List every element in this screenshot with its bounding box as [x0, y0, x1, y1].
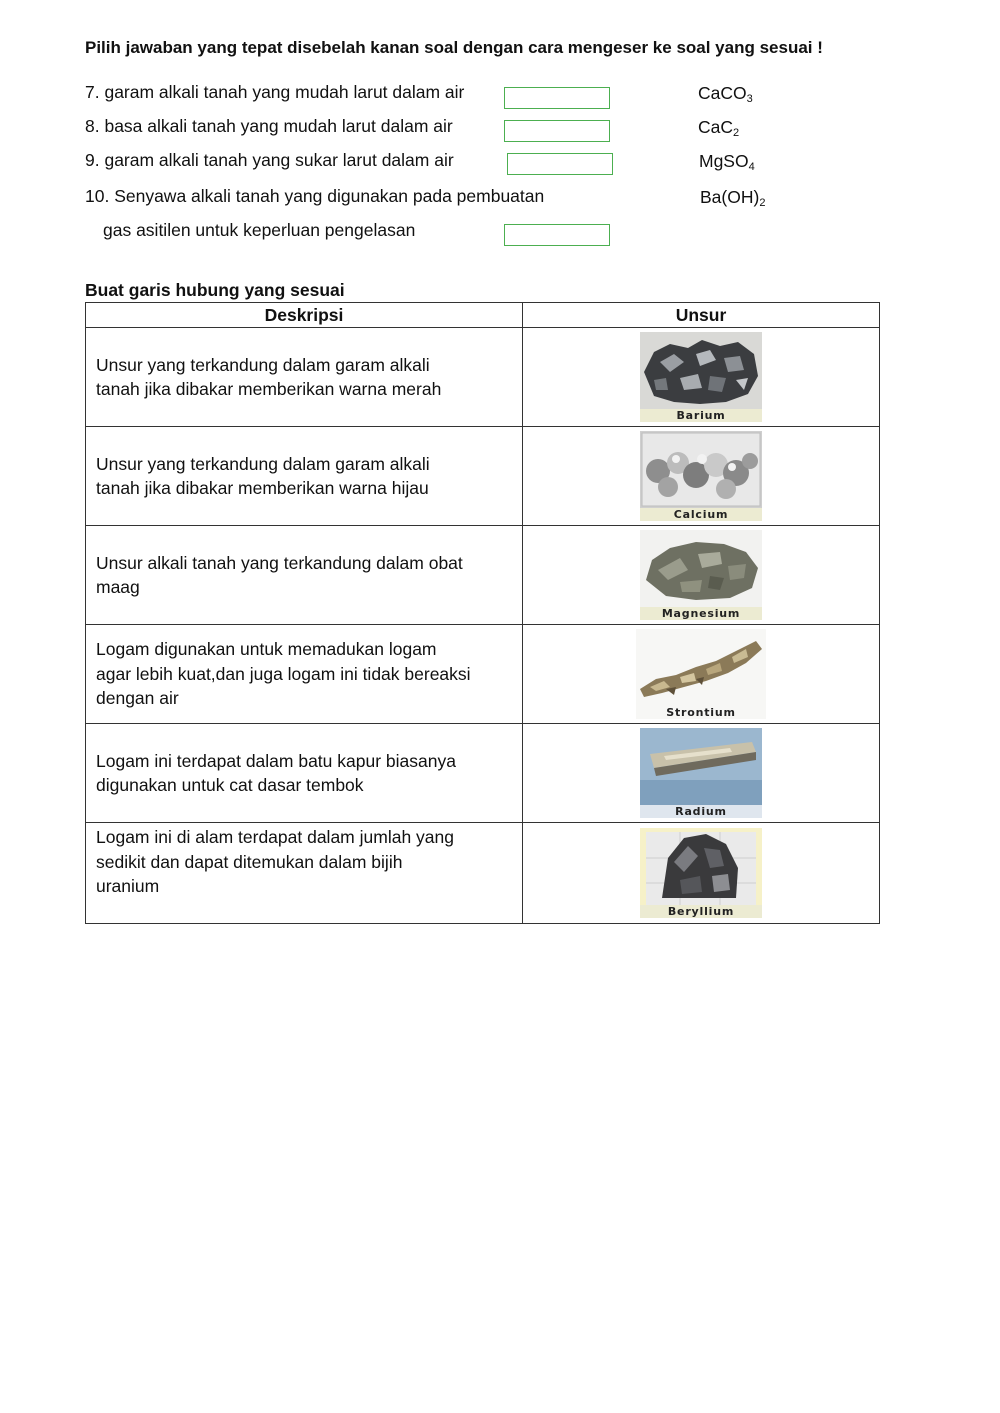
description-cell[interactable]: [86, 625, 523, 724]
table-row: [86, 328, 880, 427]
strontium-image[interactable]: [636, 629, 766, 719]
table-header-row: [86, 303, 880, 328]
calcium-image[interactable]: [640, 431, 762, 521]
description-line: Unsur yang terkandung dalam garam alkali: [96, 354, 430, 375]
element-label: Calcium: [640, 508, 762, 521]
description-line: Logam ini di alam terdapat dalam jumlah yang: [96, 827, 454, 847]
answer-drop-box-9[interactable]: [507, 153, 613, 175]
description-line: Logam digunakan untuk memadukan logam: [96, 639, 437, 660]
header-unsur: Unsur: [523, 303, 880, 328]
description-line: agar lebih kuat,dan juga logam ini tidak bereaksi: [96, 663, 471, 684]
section-title: Buat garis hubung yang sesuai: [85, 280, 345, 300]
description-cell[interactable]: [86, 328, 523, 427]
question-10: 10. Senyawa alkali tanah yang digunakan pada pembuatan: [85, 186, 545, 206]
description-line: tanah jika dibakar memberikan warna hijau: [96, 478, 429, 498]
question-7: 7. garam alkali tanah yang mudah larut dalam air: [85, 82, 465, 102]
element-label: Magnesium: [640, 607, 762, 620]
element-cell[interactable]: [523, 328, 880, 427]
question-9: 9. garam alkali tanah yang sukar larut dalam air: [85, 150, 454, 170]
element-cell[interactable]: [523, 724, 880, 823]
magnesium-image[interactable]: [640, 530, 762, 620]
description-line: sedikit dan dapat ditemukan dalam bijih: [96, 851, 403, 872]
element-cell[interactable]: [523, 625, 880, 724]
instruction-text: Pilih jawaban yang tepat disebelah kanan soal dengan cara mengeser ke soal yang sesuai !: [85, 38, 823, 57]
element-label: Strontium: [636, 706, 766, 719]
question-10-continued: gas asitilen untuk keperluan pengelasan: [103, 220, 416, 240]
header-deskripsi: Deskripsi: [86, 303, 523, 328]
description-line: Unsur yang terkandung dalam garam alkali: [96, 453, 430, 474]
option-baoh2[interactable]: $Ba(OH)_2$: [700, 187, 766, 209]
element-cell[interactable]: [523, 823, 880, 924]
description-line: uranium: [96, 876, 160, 896]
description-cell[interactable]: [86, 724, 523, 823]
element-label: Barium: [640, 409, 762, 422]
element-label: Beryllium: [640, 905, 762, 918]
barium-image[interactable]: [640, 332, 762, 422]
option-caco3[interactable]: CaCO$_3$: [698, 83, 753, 105]
table-row: [86, 823, 880, 924]
option-mgso4[interactable]: MgSO$_4$: [699, 151, 755, 173]
description-line: maag: [96, 577, 140, 597]
description-cell[interactable]: [86, 823, 523, 924]
element-cell[interactable]: [523, 427, 880, 526]
description-cell[interactable]: [86, 526, 523, 625]
table-row: [86, 427, 880, 526]
table-row: [86, 526, 880, 625]
description-line: Unsur alkali tanah yang terkandung dalam obat: [96, 552, 463, 573]
matching-table: [85, 302, 880, 924]
description-line: dengan air: [96, 688, 179, 709]
description-cell[interactable]: [86, 427, 523, 526]
description-line: digunakan untuk cat dasar tembok: [96, 775, 364, 795]
option-cac2[interactable]: CaC$_2$: [698, 117, 740, 139]
description-line: tanah jika dibakar memberikan warna merah: [96, 379, 442, 399]
table-row: [86, 724, 880, 823]
element-label: Radium: [640, 805, 762, 818]
question-8: 8. basa alkali tanah yang mudah larut dalam air: [85, 116, 453, 136]
element-cell[interactable]: [523, 526, 880, 625]
table-row: [86, 625, 880, 724]
description-line: Logam ini terdapat dalam batu kapur biasanya: [96, 750, 456, 771]
answer-drop-box-7[interactable]: [504, 87, 610, 109]
answer-drop-box-10[interactable]: [504, 224, 610, 246]
beryllium-image[interactable]: [640, 828, 762, 918]
radium-image[interactable]: [640, 728, 762, 818]
answer-drop-box-8[interactable]: [504, 120, 610, 142]
